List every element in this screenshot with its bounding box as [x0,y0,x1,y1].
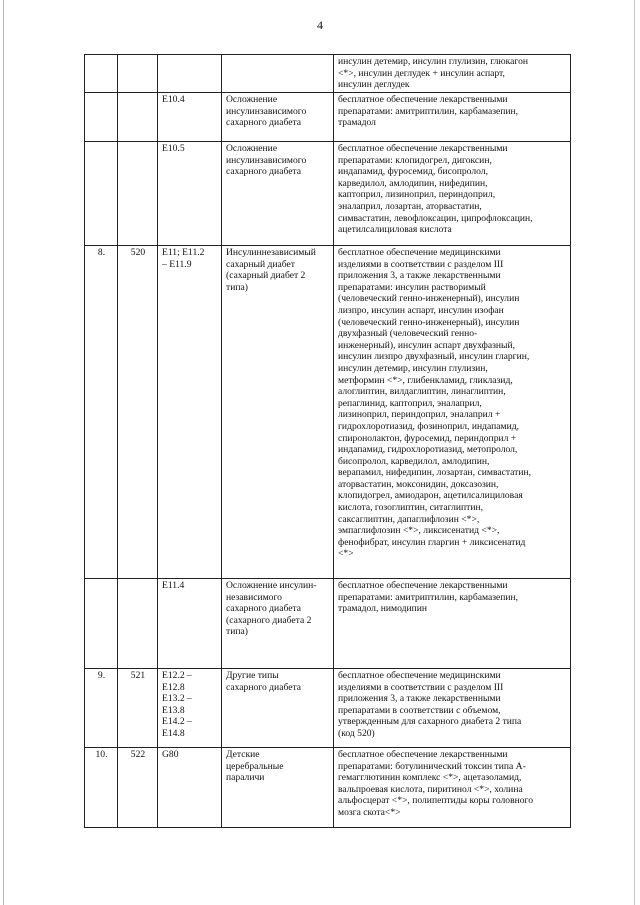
table-row [85,246,571,579]
row-icd-code: E11.4 [158,579,222,669]
table-row [85,579,571,669]
row-number [85,142,118,246]
row-icd-code: E11; E11.2 – E11.9 [158,246,222,579]
row-icd-code: G80 [158,748,222,828]
row-code: 522 [118,748,158,828]
row-code [118,142,158,246]
row-number [85,93,118,142]
table-row [85,142,571,246]
table-row [85,55,571,93]
row-disease-name: Детские церебральные параличи [222,748,334,828]
row-disease-name: Инсулиннезависимый сахарный диабет (сахарный диабет 2 типа) [222,246,334,579]
table-row [85,669,571,748]
row-disease-name: Осложнение инсулинзависимого сахарного диабета [222,142,334,246]
row-number: 9. [85,669,118,748]
row-number [85,55,118,93]
row-icd-code: E10.4 [158,93,222,142]
page-number: 4 [317,18,323,32]
row-number: 10. [85,748,118,828]
scan-edge-right [634,0,635,905]
disease-treatment-table [84,54,571,828]
row-icd-code: E12.2 – E12.8 E13.2 – E13.8 E14.2 – E14.8 [158,669,222,748]
row-treatment: бесплатное обеспечение лекарственными препаратами: ботулинический токсин типа А- гемагглютинин комплекс <*>, ацетазоламид, вальпроевая кислота, пиритинол <*>, холина альфосцерат <*>, полипептиды коры головного мозга скота<*> [334,748,571,828]
row-treatment: бесплатное обеспечение медицинскими изделиями в соответствии с разделом III приложения 3, а также лекарственными препаратами в соответствии с объемом, утвержденным для сахарного диабета 2 типа (код 520) [334,669,571,748]
row-disease-name [222,55,334,93]
row-code [118,55,158,93]
row-number: 8. [85,246,118,579]
row-treatment: бесплатное обеспечение лекарственными препаратами: амитриптилин, карбамазепин, трамадол, нимодипин [334,579,571,669]
row-disease-name: Осложнение инсулин- независимого сахарного диабета (сахарного диабета 2 типа) [222,579,334,669]
row-treatment: бесплатное обеспечение лекарственными препаратами: клопидогрел, дигоксин, индапамид, фуросемид, бисопролол, карведилол, амлодипин, нифедипин, каптоприл, лизиноприл, периндоприл, эналаприл, лозартан, аторвастатин, симвастатин, левофлоксацин, ципрофлоксацин, ацетилсалициловая кислота [334,142,571,246]
table-row [85,748,571,828]
row-number [85,579,118,669]
row-treatment: бесплатное обеспечение лекарственными препаратами: амитриптилин, карбамазепин, трамадол [334,93,571,142]
row-icd-code [158,55,222,93]
row-icd-code: E10.5 [158,142,222,246]
table-row [85,93,571,142]
row-code [118,93,158,142]
row-treatment: инсулин детемир, инсулин глулизин, глюкагон <*>, инсулин деглудек + инсулин аспарт, инсулин деглудек [334,55,571,93]
row-code: 521 [118,669,158,748]
row-code [118,579,158,669]
row-treatment: бесплатное обеспечение медицинскими изделиями в соответствии с разделом III приложения 3, а также лекарственными препаратами: инсулин растворимый (человеческий генно-инженерный), инсулин лизпро, инсулин аспарт, инсулин изофан (человеческий генно-инженерный), инсулин двухфазный (человеческий генно- инженерный), инсулин аспарт двухфазный, инсулин лизпро двухфазный, инсулин гларгин, инсулин детемир, инсулин глулизин, метформин <*>, глибенкламид, гликлазид, алоглиптин, вилдаглиптин, линаглиптин, репаглинид, каптоприл, эналаприл, лизиноприл, периндоприл, эналаприл + гидрохлоротиазид, фозиноприл, индапамид, спиронолактон, фуросемид, периндоприл + индапамид, гидрохлоротиазид, метопролол, бисопролол, карведилол, амлодипин, верапамил, нифедипин, лозартан, симвастатин, аторвастатин, моксонидин, доксазозин, клопидогрел, амиодарон, ацетилсалициловая кислота, гозоглиптин, ситаглиптин, саксаглиптин, дапаглифлозин <*>, эмпаглифлозин <*>, ликсисенатид <*>, фенофибрат, инсулин гларгин + ликсисенатид <*> [334,246,571,579]
scan-edge-left [3,0,4,905]
row-disease-name: Другие типы сахарного диабета [222,669,334,748]
row-disease-name: Осложнение инсулинзависимого сахарного диабета [222,93,334,142]
row-code: 520 [118,246,158,579]
